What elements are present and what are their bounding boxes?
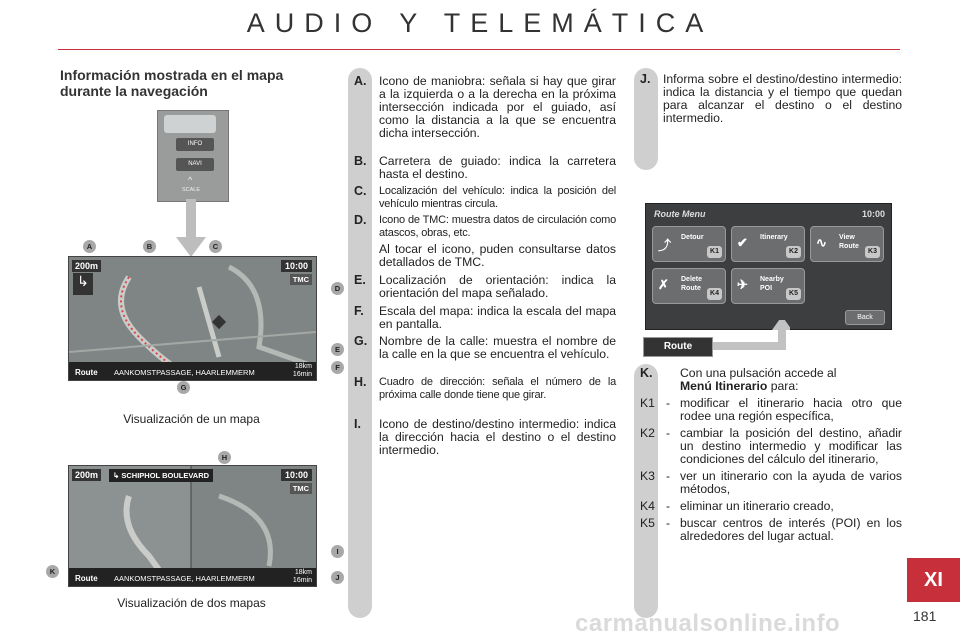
item-h-text: Cuadro de dirección: señala el número de la próxima calle donde tiene que girar. (379, 376, 616, 401)
turn-icon: ↳ (73, 273, 93, 295)
k5-code: K5 (640, 516, 655, 530)
direction-arrow-icon: ↳ (113, 471, 120, 480)
page-title: AUDIO Y TELEMÁTICA (246, 8, 714, 38)
item-b-text: Carretera de guiado: indica la carretera hasta el destino. (379, 154, 616, 181)
k3-text: ver un itinerario con la ayuda de varios métodos, (680, 469, 902, 496)
item-d-text-2: Al tocar el icono, puden consultarse datos detallados de TMC. (379, 242, 616, 269)
k4-entry (640, 500, 902, 513)
page-number: 181 (913, 608, 937, 624)
item-c-label: C. (354, 184, 367, 198)
item-i-text: Icono de destino/destino intermedio: indica la dirección hacia el destino o el destino intermedio. (379, 417, 616, 457)
k2-entry (640, 427, 902, 466)
item-b (354, 155, 616, 181)
nearby-poi-icon: ✈ (737, 277, 748, 292)
route-menu-screenshot (645, 203, 892, 330)
item-h (354, 376, 616, 402)
item-b-label: B. (354, 154, 367, 168)
route-soft-button: Route (75, 368, 98, 377)
item-k-menu-name: Menú Itinerario (680, 379, 768, 393)
nearby-poi-button (731, 268, 805, 304)
k5-dash: - (666, 516, 671, 530)
navi-button: NAVI (176, 158, 214, 171)
item-i (354, 418, 616, 457)
figure1-caption: Visualización de un mapa (123, 412, 260, 426)
marker-h: H (218, 451, 231, 464)
k2-badge: K2 (786, 246, 801, 258)
title-divider (58, 49, 900, 50)
item-g-text: Nombre de la calle: muestra el nombre de la calle en la que se encuentra el vehículo. (379, 334, 616, 361)
itinerary-icon: ✔ (737, 235, 748, 250)
k3-code: K3 (640, 469, 655, 483)
tmc-icon-2: TMC (290, 483, 312, 494)
dual-map-screenshot (68, 465, 317, 587)
detour-label: Detour (681, 234, 704, 241)
figure2-caption: Visualización de dos mapas (117, 596, 266, 610)
info-button: INFO (176, 138, 214, 151)
delete-route-label: Delete Route (681, 276, 703, 292)
item-j (640, 73, 902, 125)
view-route-icon: ∿ (816, 235, 827, 250)
direction-street: SCHIPHOL BOULEVARD (121, 471, 210, 480)
eta-readout: 18km 16min (292, 363, 312, 378)
single-map-screenshot (68, 256, 317, 381)
back-button: Back (845, 310, 885, 325)
view-route-label: View Route (839, 234, 859, 250)
marker-d: D (331, 282, 344, 295)
k2-dash: - (666, 426, 671, 440)
k3-badge: K3 (865, 246, 880, 258)
item-j-label: J. (640, 72, 651, 86)
marker-j: J (331, 571, 344, 584)
item-k (640, 367, 902, 544)
item-d-label: D. (354, 213, 367, 227)
marker-f: F (331, 361, 344, 374)
k3-entry (640, 470, 902, 496)
clock: 10:00 (281, 260, 312, 272)
k1-entry (640, 397, 902, 423)
item-d-text: Icono de TMC: muestra datos de circulación como atascos, obras, etc. (379, 214, 616, 239)
item-c (354, 185, 616, 211)
k2-text: cambiar la posición del destino, añadir un destino intermedio y modificar las condiciones del cálculo del itinerario, (680, 426, 902, 466)
route-soft-button-2: Route (75, 574, 98, 583)
detour-button (652, 226, 726, 262)
clock-2: 10:00 (281, 469, 312, 481)
k3-dash: - (666, 469, 671, 483)
up-arrow-icon (710, 320, 790, 360)
delete-route-button (652, 268, 726, 304)
device-panel-photo (157, 110, 229, 202)
k4-badge: K4 (707, 288, 722, 300)
street-name: AANKOMSTPASSAGE, HAARLEMMERM (114, 368, 255, 377)
route-menu-clock: 10:00 (861, 209, 885, 219)
item-e (354, 274, 616, 300)
chevron-up-icon: ^ (188, 175, 193, 185)
item-k-label: K. (640, 366, 653, 380)
direction-box (109, 469, 213, 482)
delete-route-icon: ✗ (658, 277, 669, 292)
item-d (354, 214, 616, 269)
k1-badge: K1 (707, 246, 722, 258)
marker-g: G (177, 381, 190, 394)
k5-text: buscar centros de interés (POI) en los alrededores del lugar actual. (680, 516, 902, 543)
route-menu-title: Route Menu (654, 209, 706, 219)
marker-b: B (143, 240, 156, 253)
detour-icon: ⤴ (658, 238, 672, 253)
marker-a: A (83, 240, 96, 253)
item-j-text: Informa sobre el destino/destino intermedio: indica la distancia y el tiempo que quedan para alcanzar el destino o el destino intermedio. (663, 72, 902, 125)
maneuver-distance-2: 200m (72, 469, 101, 481)
marker-k: K (46, 565, 59, 578)
k5-badge: K5 (786, 288, 801, 300)
maneuver-distance: 200m (72, 260, 101, 272)
down-arrow-icon (176, 199, 206, 259)
eta-readout-2: 18km 16min (292, 569, 312, 584)
marker-e: E (331, 343, 344, 356)
marker-i: I (331, 545, 344, 558)
item-g (354, 335, 616, 361)
route-button-callout: Route (643, 337, 713, 357)
itinerary-button (731, 226, 805, 262)
street-name-2: AANKOMSTPASSAGE, HAARLEMMERM (114, 574, 255, 583)
item-h-label: H. (354, 375, 367, 389)
item-a-label: A. (354, 74, 367, 88)
itinerary-label: Itinerary (760, 234, 788, 241)
item-e-label: E. (354, 273, 366, 287)
k1-text: modificar el itinerario hacia otro que rodee una región específica, (680, 396, 902, 423)
marker-c: C (209, 240, 222, 253)
item-f (354, 305, 616, 331)
item-a-text: Icono de maniobra: señala si hay que girar a la izquierda o a la derecha en la próxima intersección indicada por el guiado, así como la distancia a la que se encuentra dicha intersección. (379, 74, 616, 140)
section-heading: Información mostrada en el mapa durante la navegación (60, 67, 284, 99)
nearby-poi-label: Nearby POI (760, 276, 784, 292)
item-k-intro-end: para: (770, 379, 799, 393)
item-a (354, 75, 616, 140)
item-i-label: I. (354, 417, 361, 431)
k4-code: K4 (640, 499, 655, 513)
item-g-label: G. (354, 334, 368, 348)
view-route-button (810, 226, 884, 262)
k4-dash: - (666, 499, 671, 513)
k5-entry (640, 517, 902, 543)
k1-dash: - (666, 396, 671, 410)
k1-code: K1 (640, 396, 655, 410)
item-f-label: F. (354, 304, 364, 318)
item-c-text: Localización del vehículo: indica la posición del vehículo mientras circula. (379, 185, 616, 210)
scale-button: SCALE (182, 187, 201, 193)
chapter-tab: XI (907, 558, 960, 602)
watermark: carmanualsonline.info (575, 610, 841, 637)
k4-text: eliminar un itinerario creado, (680, 499, 834, 513)
tmc-icon: TMC (290, 274, 312, 285)
k2-code: K2 (640, 426, 655, 440)
item-e-text: Localización de orientación: indica la orientación del mapa señalado. (379, 273, 616, 300)
item-k-intro: Con una pulsación accede al (680, 366, 837, 380)
item-f-text: Escala del mapa: indica la escala del mapa en pantalla. (379, 304, 616, 331)
